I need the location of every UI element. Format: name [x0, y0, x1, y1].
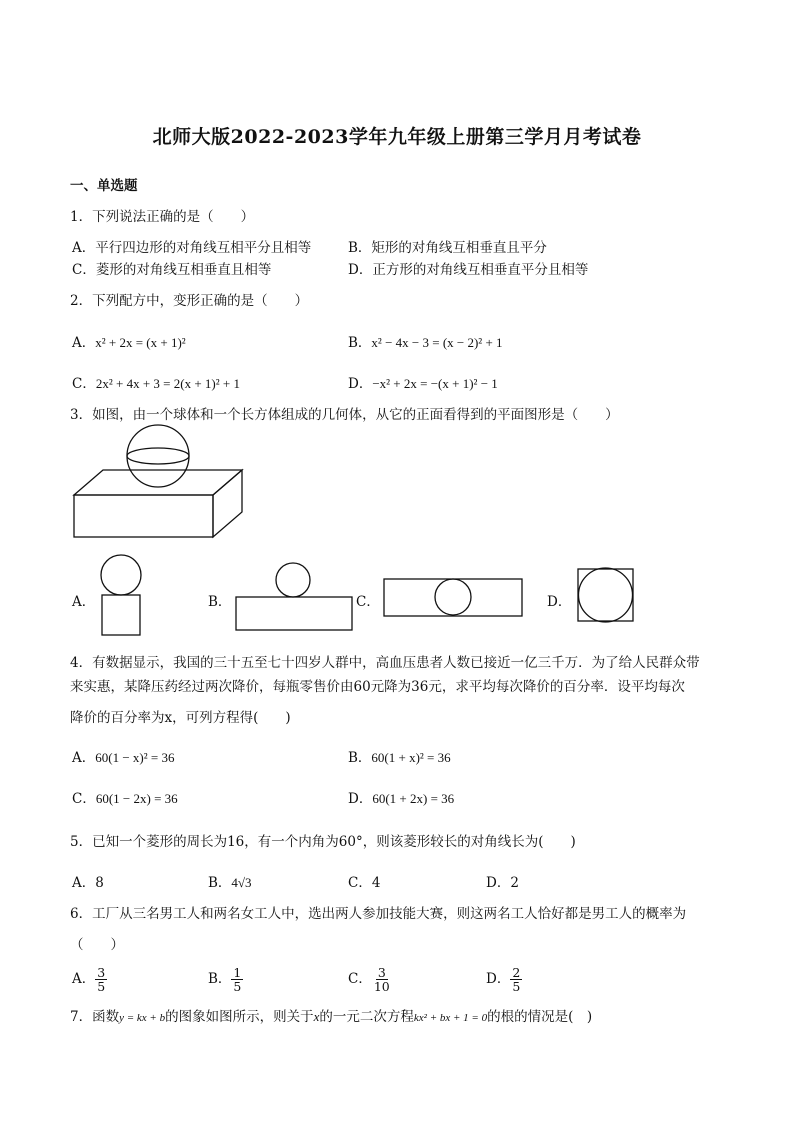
option-label: C．	[348, 971, 372, 987]
question-2-stem: 2．下列配方中，变形正确的是（ ）	[70, 293, 309, 309]
q4-option-d	[348, 787, 454, 807]
question-4-line-1: 4．有数据显示，我国的三十五至七十四岁人群中，高血压患者人数已接近一亿三千万．为了给人民群众带	[70, 655, 700, 671]
circle-shape	[579, 568, 633, 622]
q5-option-a: A．8	[72, 875, 104, 891]
denominator: 5	[97, 979, 106, 994]
q4-option-c	[72, 787, 178, 807]
fraction	[372, 966, 392, 993]
question-4-line-2: 来实惠，某降压药经过两次降价，每瓶零售价由60元降为36元，求平均每次降价的百分率．设平均每次	[70, 679, 685, 695]
q1-option-b: B．矩形的对角线互相垂直且平分	[348, 240, 547, 256]
math-expression: −x² + 2x = −(x + 1)² − 1	[372, 376, 498, 391]
question-4-line-3: 降价的百分率为x，可列方程得( )	[70, 710, 291, 726]
q5-option-b	[208, 871, 252, 891]
math-expression: 60(1 + x)² = 36	[371, 750, 451, 765]
q7-equation: kx² + bx + 1 = 0	[413, 1012, 488, 1024]
q7-suffix: 的根的情况是( )	[487, 1009, 593, 1025]
q6-option-d	[486, 966, 522, 993]
question-7-stem	[70, 1005, 592, 1025]
option-label: A．	[72, 971, 96, 987]
q1-option-d: D．正方形的对角线互相垂直平分且相等	[348, 262, 589, 278]
q7-prefix: 7．函数	[70, 1009, 120, 1025]
fraction	[95, 966, 107, 993]
section-heading: 一、单选题	[70, 178, 138, 194]
option-label: D．	[348, 376, 373, 392]
math-expression: 60(1 − 2x) = 36	[95, 791, 178, 806]
option-label: A．	[72, 750, 96, 766]
numerator: 1	[233, 965, 242, 980]
q4-option-a	[72, 746, 174, 766]
denominator: 10	[373, 979, 390, 994]
q6-option-c	[348, 966, 392, 993]
q7-mid2: 的一元二次方程	[319, 1009, 414, 1025]
math-expression: 60(1 + 2x) = 36	[372, 791, 455, 806]
q6-option-a	[72, 966, 107, 993]
option-label: B．	[208, 875, 232, 891]
question-5-stem: 5．已知一个菱形的周长为16，有一个内角为60°，则该菱形较长的对角线长为( )	[70, 834, 576, 850]
option-label: B．	[208, 971, 232, 987]
option-label: D．	[486, 971, 511, 987]
fraction	[231, 966, 243, 993]
q3-option-c-label: C．	[356, 594, 380, 610]
q3-option-d-label: D．	[547, 594, 572, 610]
question-6-line-2: （ ）	[70, 937, 124, 953]
option-label: C．	[72, 376, 96, 392]
q5-option-c: C．4	[348, 875, 381, 891]
q5-option-d: D．2	[486, 875, 519, 891]
q1-option-a: A．平行四边形的对角线互相平分且相等	[72, 240, 312, 256]
option-label: B．	[348, 335, 372, 351]
question-3-stem: 3．如图，由一个球体和一个长方体组成的几何体，从它的正面看得到的平面图形是（ ）	[70, 407, 619, 423]
numerator: 2	[512, 965, 521, 980]
option-label: D．	[348, 791, 373, 807]
math-expression: 60(1 − x)² = 36	[95, 750, 175, 765]
math-expression: 2x² + 4x + 3 = 2(x + 1)² + 1	[95, 376, 240, 391]
q7-variable: x	[313, 1009, 320, 1024]
option-label: B．	[348, 750, 372, 766]
q3-option-b-label: B．	[208, 594, 232, 610]
q6-option-b	[208, 966, 243, 993]
question-1-stem: 1．下列说法正确的是（ ）	[70, 209, 255, 225]
denominator: 5	[233, 979, 242, 994]
numerator: 3	[97, 965, 106, 980]
math-expression: x² − 4x − 3 = (x − 2)² + 1	[371, 335, 503, 350]
option-label: A．	[72, 335, 96, 351]
math-expression: 4√3	[231, 875, 252, 890]
option-label: C．	[72, 791, 96, 807]
numerator: 3	[377, 965, 386, 980]
page-title: 北师大版2022-2023学年九年级上册第三学月月考试卷	[152, 126, 642, 148]
fraction	[510, 966, 522, 993]
q7-mid: 的图象如图所示，则关于	[165, 1009, 314, 1025]
q4-option-b	[348, 746, 451, 766]
question-6-line-1: 6．工厂从三名男工人和两名女工人中，选出两人参加技能大赛，则这两名工人恰好都是男工人的概率为	[70, 906, 687, 922]
q3-option-a-label: A．	[72, 594, 96, 610]
denominator: 5	[512, 979, 521, 994]
math-expression: x² + 2x = (x + 1)²	[95, 335, 186, 350]
q7-function: y = kx + b	[119, 1012, 166, 1024]
q1-option-c: C．菱形的对角线互相垂直且相等	[72, 262, 272, 278]
